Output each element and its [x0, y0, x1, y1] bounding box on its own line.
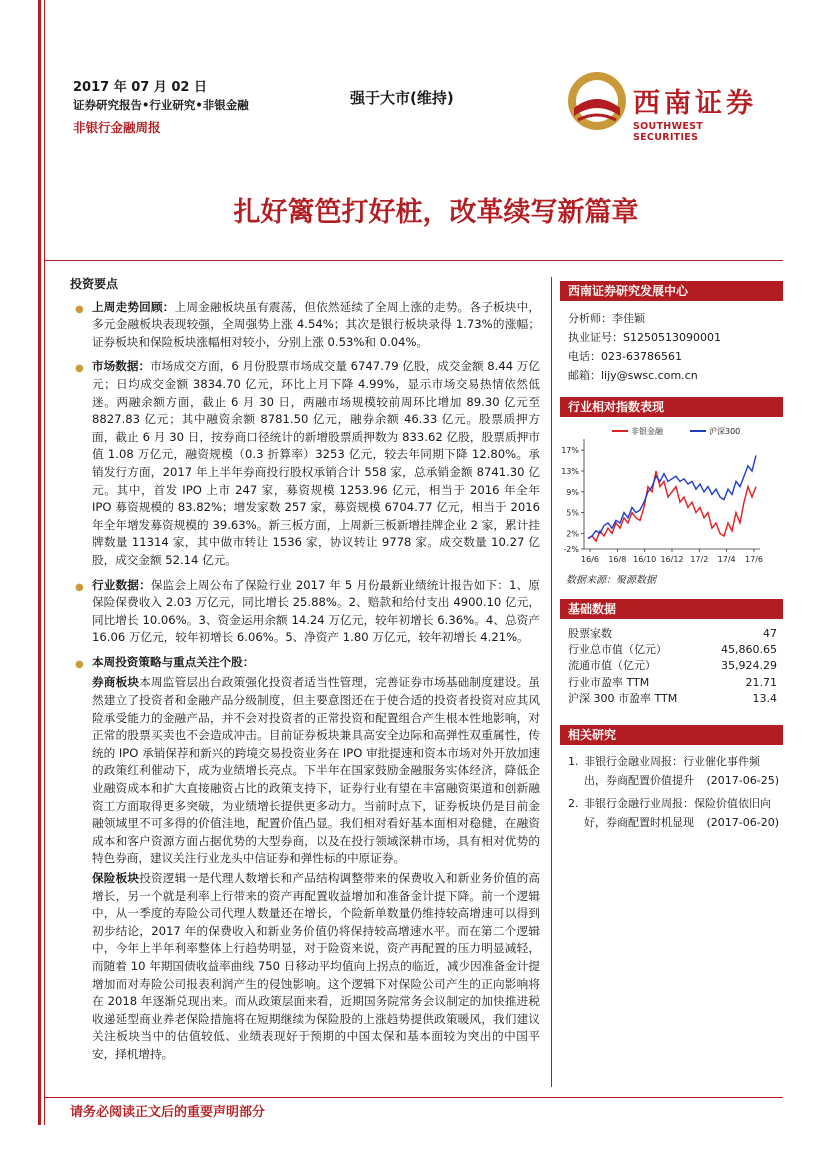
related-research-heading: 相关研究	[560, 725, 783, 745]
chart-x-tick-label: 17/4	[717, 555, 736, 564]
strategy-label: 券商板块	[92, 675, 140, 690]
chart-source: 数据来源：聚源数据	[566, 575, 656, 586]
analyst-license: 执业证号：S1250513090001	[568, 331, 721, 344]
related-research-list	[560, 745, 783, 832]
footer-disclaimer: 请务必阅读正文后的重要声明部分	[70, 1105, 266, 1120]
industry-rating: 强于大市(维持)	[350, 89, 454, 107]
report-title: 扎好篱笆打好桩，改革续写新篇章	[233, 197, 639, 228]
bullet-dot-icon: ●	[75, 303, 84, 315]
chart-y-tick-label: -2%	[563, 545, 579, 554]
basic-data-heading: 基础数据	[560, 599, 783, 619]
bullet-strategy	[70, 654, 540, 672]
strategy-label: 保险板块	[92, 871, 140, 885]
chart-x-tick-label: 17/6	[745, 555, 763, 564]
chart-x-tick-label: 16/6	[581, 555, 599, 564]
stat-value: 13.4	[752, 691, 777, 705]
strategy-insurance	[92, 870, 540, 1064]
report-date: 2017 年 07 月 02 日	[73, 80, 207, 95]
left-border-line	[44, 0, 45, 1125]
stat-row	[560, 691, 783, 707]
analyst-phone: 电话：023-63786561	[568, 350, 682, 363]
bullet-text: 市场成交方面，6 月份股票市场成交量 6747.79 亿股，成交金额 8.44 万亿元；日均成交金额 3834.70 亿元，环比上月下降 4.99%，显示市场交易热情依然低迷。两融余额方面，截止 6 月 30 日，两融市场规模较前周环比增加 89.30 亿元至 8827.83 亿元；其中融资余额 8781.50 亿元，融券余额 46.33 亿元。股票质押方面，截止 6 月 30 日，按券商口径统计的新增股票质押数为 833.62 亿股，股票质押市值 1.08 万亿元，融资规模（0.3 折算率）3253 亿元，较去年同期下降 12.80%。承销发行方面，2017 年上半年券商投行股权承销合计 558 家，总承销金额 8741.30 亿元。其中，首发 IPO 上市 247 家，募资规模 1253.96 亿元，相当于 2016 年全年 IPO 募资规模的 83.82%；增发家数 257 家，募资规模 6704.77 亿元，相当于 2016 年全年增发募资规模的 39.63%。新三板方面，上周新三板新增挂牌企业 2 家，累计挂牌数量 11314 家，其中做市转让 1536 家，协议转让 9778 家。成交数量 10.27 亿股，成交金额 52.14 亿元。	[92, 359, 540, 567]
stat-value: 35,924.29	[721, 659, 777, 673]
stat-value: 47	[763, 627, 777, 640]
chart-svg	[560, 419, 783, 569]
bullet-dot-icon: ●	[75, 658, 84, 670]
research-center-heading: 西南证券研究发展中心	[560, 281, 783, 301]
bullet-label: 本周投资策略与重点关注个股：	[92, 654, 255, 669]
title-divider	[45, 260, 783, 261]
logo-mark-icon	[566, 70, 628, 132]
logo-text-cn: 西南证券	[633, 88, 757, 119]
analyst-email[interactable]: 邮箱：lijy@swsc.com.cn	[568, 369, 698, 382]
chart-y-tick-label: 2%	[566, 529, 579, 539]
related-num: 1.	[568, 755, 579, 769]
stat-label: 行业总市值（亿元）	[568, 643, 667, 657]
analyst-info	[560, 301, 783, 385]
related-num: 2.	[568, 797, 579, 811]
related-research-item[interactable]	[568, 752, 779, 790]
relative-index-chart	[560, 419, 783, 633]
stat-label: 沪深 300 市盈率 TTM	[568, 691, 678, 705]
stat-value: 21.71	[745, 675, 777, 689]
strategy-text: 本周监管层出台政策强化投资者适当性管理，完善证券市场基础制度建设。虽然建立了投资者和金融产品分级制度，但主要意图还在于使合适的投资者投资对应其风险承受能力的金融产品，并不会对投资者的正常投资和配置组合产生根本性地影响，对正常的股票买卖也不会造成冲击。目前证券板块兼具高安全边际和高弹性双重属性，传统的 IPO 承销保荐和新兴的跨境交易投资业务在 IPO 审批提速和资本市场对外开放加速的政策红利催动下，成为业绩增长亮点。下半年在国家鼓励金融服务实体经济，降低企业融资成本和扩大直接融资占比的政策支持下，证券行业有望在丰富融资渠道和创新融资工方面取得更多突破，为业绩增长提供更多动力。当前时点下，证券板块仍是目前金融领域里不可多得的价值洼地，配置价值凸显。我们相对看好基本面相对稳健，在融资成本和客户资源方面占据优势的大型券商，以及在投行领域深耕市场，具有相对优势的特色券商，建议关注行业龙头中信证券和弹性标的中原证券。	[92, 675, 541, 866]
related-title: 非银行金融行业周报：保险价值依旧向好，券商配置时机显现	[584, 797, 771, 830]
stat-label: 行业市盈率 TTM	[568, 675, 650, 689]
chart-y-tick-label: 5%	[566, 508, 579, 518]
stat-row	[560, 675, 783, 691]
chart-series-line-nonbank	[588, 471, 756, 541]
sidebar	[560, 277, 783, 836]
stat-row	[560, 658, 783, 674]
summary-heading: 投资要点	[70, 277, 119, 291]
chart-series-line-hs300	[588, 455, 756, 538]
chart-x-tick-label: 16/12	[660, 555, 684, 564]
stat-row	[560, 642, 783, 658]
strategy-brokers	[92, 674, 540, 868]
related-date: (2017-06-25)	[706, 774, 779, 788]
company-logo	[566, 70, 766, 143]
bullet-market-data	[70, 358, 540, 569]
column-divider	[551, 277, 552, 1087]
logo-text-en: SOUTHWEST SECURITIES	[633, 121, 704, 143]
stat-value: 45,860.65	[721, 643, 777, 657]
footer-divider	[45, 1097, 783, 1098]
related-research-item[interactable]	[568, 794, 779, 832]
related-title: 非银行金融业周报：行业催化事件频出，券商配置价值提升	[584, 755, 760, 788]
bullet-text: 保监会上周公布了保险行业 2017 年 5 月份最新业绩统计报告如下：1、原保险保费收入 2.03 万亿元，同比增长 25.88%。2、赔款和给付支出 4900.10 亿元，同比增长 10.06%。3、资金运用余额 14.24 万亿元，较年初增长 6.36%。4、总资产 16.06 万亿元，较年初增长 6.06%。5、净资产 1.80 万亿元，较年初增长 4.21%。	[92, 577, 540, 645]
analyst-name: 分析师：李佳颖	[568, 312, 645, 325]
bullet-text: 上周金融板块虽有震荡，但依然延续了全周上涨的走势。各子板块中，多元金融板块表现较强，全周强势上涨 4.54%；其次是银行板块录得 1.73%的涨幅；证券板块和保险板块涨幅相对较小，分别上涨 0.53%和 0.04%。	[92, 299, 540, 349]
summary-column	[70, 276, 540, 1066]
chart-legend-label: 沪深300	[709, 427, 741, 436]
report-type: 证券研究报告•行业研究•非银金融	[73, 98, 249, 112]
weekly-name: 非银行金融周报	[73, 120, 161, 135]
bullet-label: 行业数据：	[92, 577, 151, 592]
bullet-dot-icon: ●	[75, 581, 84, 593]
chart-heading: 行业相对指数表现	[560, 397, 783, 417]
chart-legend-label: 非银金融	[631, 427, 663, 436]
strategy-text: 投资逻辑一是代理人数增长和产品结构调整带来的保费收入和新业务价值的高增长，另一个就是利率上行带来的资产再配置收益增加和准备金计提下降。前一个逻辑中，从一季度的寿险公司代理人数量还在增长，个险新单数量仍维持较高增速可以得到初步结论，2017 年的保费收入和新业务价值仍将保持较高增速水平。而在第二个逻辑中，今年上半年利率整体上行趋势明显，对于险资来说，资产再配置的压力明显减轻，而随着 10 年期国债收益率曲线 750 日移动平均值向上拐点的临近，减少因准备金计提增加而对寿险公司报表利润产生的侵蚀影响。这个逻辑下对保险公司产生的正向影响将在 2018 年逐渐兑现出来。而从政策层面来看，近期国务院常务会议制定的加快推进税收递延型商业养老保险措施将在短期继续为保险股的上涨趋势提供政策暖风，我们建议关注板块当中的估值较低、业绩表现好于预期的中国太保和基本面较为突出的中国平安，择机增持。	[92, 871, 540, 1061]
chart-y-tick-label: 17%	[561, 446, 579, 456]
bullet-label: 上周走势回顾：	[92, 299, 175, 314]
left-border-bar	[38, 0, 41, 1125]
chart-x-tick-label: 17/2	[690, 555, 709, 564]
bullet-industry-data	[70, 577, 540, 647]
chart-y-tick-label: 9%	[566, 487, 579, 497]
stat-label: 流通市值（亿元）	[568, 659, 656, 673]
bullet-label: 市场数据：	[92, 359, 151, 374]
stat-label: 股票家数	[568, 627, 612, 640]
related-date: (2017-06-20)	[706, 816, 779, 830]
chart-x-tick-label: 16/8	[608, 555, 627, 564]
chart-x-tick-label: 16/10	[633, 555, 657, 564]
chart-y-tick-label: 13%	[561, 467, 579, 476]
bullet-weekly-review	[70, 299, 540, 352]
bullet-dot-icon: ●	[75, 363, 84, 375]
